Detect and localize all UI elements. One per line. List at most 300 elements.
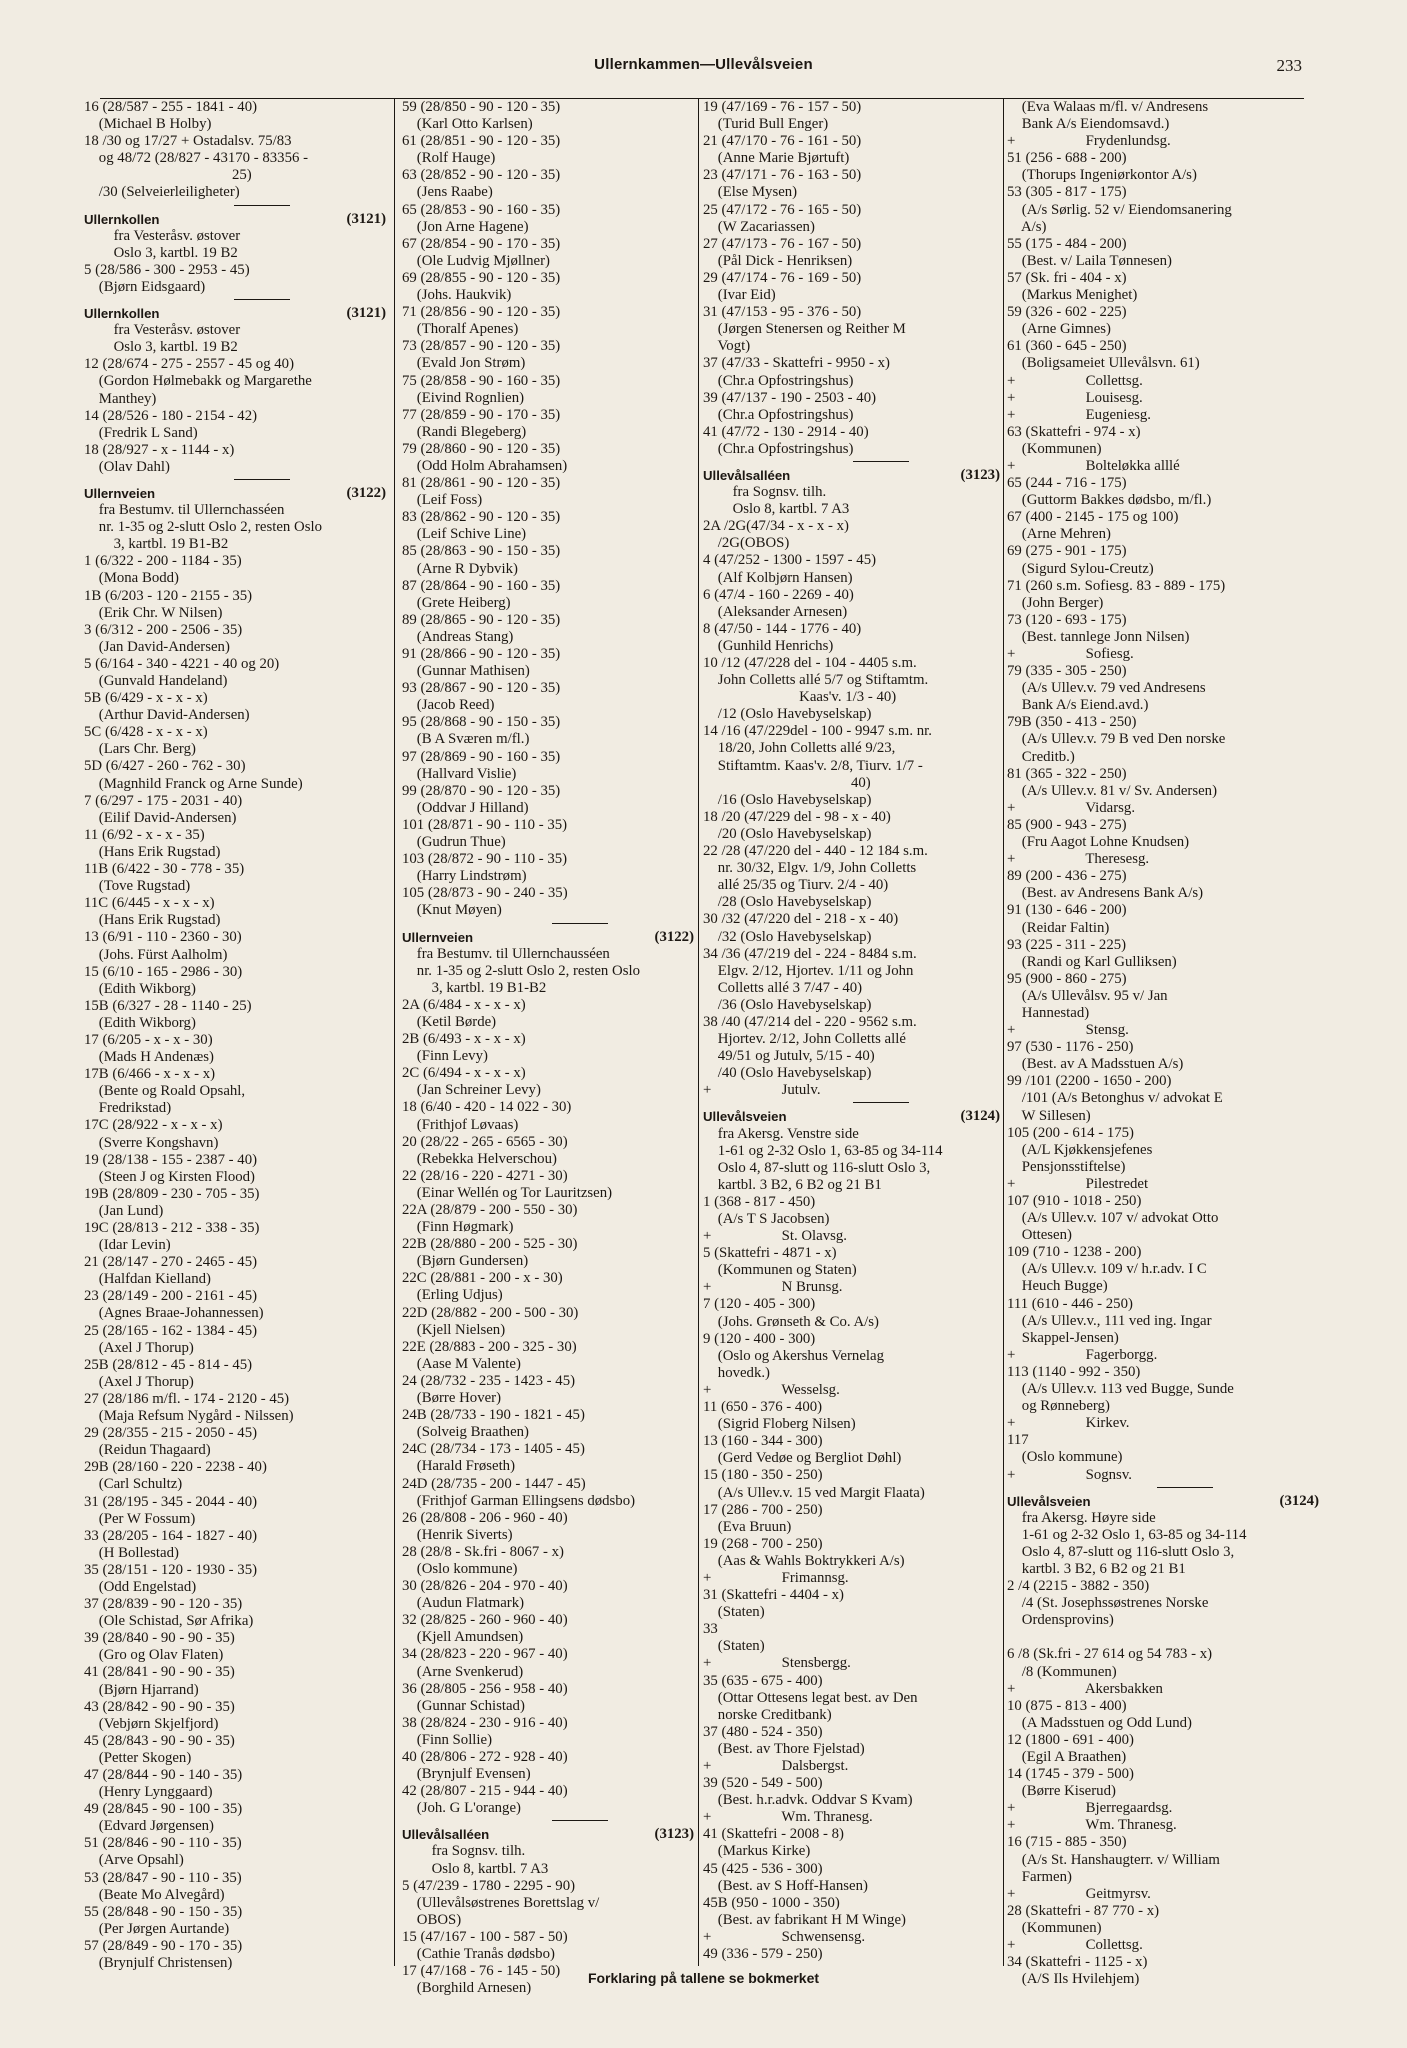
- entry-line: 36 (28/805 - 256 - 958 - 40): [402, 1680, 568, 1697]
- entry-line: (Chr.a Opfostringshus): [703, 406, 854, 423]
- entry-line: 59 (28/850 - 90 - 120 - 35): [402, 99, 561, 115]
- entry-line: (Johs. Fürst Aalholm): [84, 946, 228, 963]
- entry-line: (A/S Ils Hvilehjem): [1007, 1971, 1140, 1988]
- entry-line: (Arne Svenkerud): [402, 1663, 524, 1680]
- entry-line: W Sillesen): [1007, 1107, 1091, 1124]
- entry-line: (Odd Engelstad): [84, 1578, 197, 1595]
- entry-line: (Steen J og Kirsten Flood): [84, 1168, 255, 1185]
- entry-line: Farmen): [1007, 1868, 1072, 1885]
- street-name: Ullevålsalléen: [402, 1827, 490, 1843]
- entry-line: 14 /16 (47/229del - 100 - 9947 s.m. nr.: [703, 723, 932, 740]
- entry-line: 14 (28/526 - 180 - 2154 - 42): [84, 407, 258, 424]
- entry-line: (A Madsstuen og Odd Lund): [1007, 1714, 1192, 1731]
- entry-line: (Jon Arne Hagene): [402, 218, 529, 235]
- entry-line: 18 (6/40 - 420 - 14 022 - 30): [402, 1099, 572, 1116]
- entry-line: (Grete Heiberg): [402, 594, 511, 611]
- entry-line: 45 (425 - 536 - 300): [703, 1860, 823, 1877]
- entry-line: 69 (28/855 - 90 - 120 - 35): [402, 269, 561, 286]
- entry-line: (Reidun Thagaard): [84, 1442, 211, 1459]
- entry-line: 2A /2G(47/34 - x - x - x): [703, 518, 849, 535]
- entry-line: (Best. av S Hoff-Hansen): [703, 1877, 868, 1894]
- entry-separator: [234, 205, 290, 206]
- entry-line: 17C (28/922 - x - x - x): [84, 1117, 223, 1134]
- entry-line: (Johs. Haukvik): [402, 287, 512, 304]
- entry-line: Oslo 8, kartbl. 7 A3: [703, 501, 850, 518]
- street-name: Ullevålsveien: [1007, 1493, 1091, 1509]
- entry-line: (Finn Høgmark): [402, 1219, 514, 1236]
- entry-line: Bank A/s Eiendomsavd.): [1007, 116, 1170, 133]
- entry-line: norske Creditbank): [703, 1706, 832, 1723]
- entry-line: (Best. tannlege Jonn Nilsen): [1007, 628, 1190, 645]
- entry-line: fra Sognsv. tilh.: [703, 484, 827, 501]
- entry-line: 4 (47/252 - 1300 - 1597 - 45): [703, 552, 877, 569]
- entry-line: (Joh. G L'orange): [402, 1800, 521, 1817]
- entry-line: (Halfdan Kielland): [84, 1271, 211, 1288]
- entry-line: (Odd Holm Abrahamsen): [402, 457, 568, 474]
- entry-line: 22 /28 (47/220 del - 440 - 12 184 s.m.: [703, 843, 928, 860]
- entry-line: OBOS): [402, 1911, 462, 1928]
- street-code: (3121): [346, 305, 386, 322]
- entry-line: (Randi og Karl Gulliksen): [1007, 953, 1177, 970]
- entry-line: 79 (335 - 305 - 250): [1007, 663, 1127, 680]
- entry-line: (Aas & Wahls Boktrykkeri A/s): [703, 1552, 905, 1569]
- entry-line: /101 (A/s Betonghus v/ advokat E: [1007, 1090, 1223, 1107]
- entry-line: 117: [1007, 1432, 1029, 1449]
- entry-line: (B A Sværen m/fl.): [402, 731, 530, 748]
- entry-line: (Beate Mo Alvegård): [84, 1886, 225, 1903]
- street-name: Ullevålsveien: [703, 1109, 787, 1125]
- entry-line: 97 (530 - 1176 - 250): [1007, 1039, 1134, 1056]
- entry-line: (Lars Chr. Berg): [84, 741, 196, 758]
- column-divider: [698, 99, 699, 1966]
- entry-line: 107 (910 - 1018 - 250): [1007, 1193, 1142, 1209]
- entry-line: 77 (28/859 - 90 - 170 - 35): [402, 406, 561, 423]
- entry-line: + Fagerborgg.: [1007, 1346, 1158, 1363]
- entry-line: + Geitmyrsv.: [1007, 1885, 1151, 1902]
- entry-line: Oslo 4, 87-slutt og 116-slutt Oslo 3,: [703, 1159, 931, 1176]
- entry-line: (Arne Mehren): [1007, 526, 1111, 543]
- entry-line: allé 25/35 og Tiurv. 2/4 - 40): [703, 877, 889, 894]
- street-heading: [1007, 1493, 1319, 1510]
- entry-line: 38 (28/824 - 230 - 916 - 40): [402, 1714, 568, 1731]
- entry-line: 21 (28/147 - 270 - 2465 - 45): [84, 1254, 258, 1271]
- entry-line: 55 (28/848 - 90 - 150 - 35): [84, 1903, 243, 1920]
- entry-line: (Axel J Thorup): [84, 1373, 194, 1390]
- entry-line: (Gunnar Schistad): [402, 1697, 525, 1714]
- entry-line: 79B (350 - 413 - 250): [1007, 714, 1137, 731]
- entry-line: A/s): [1007, 218, 1047, 235]
- column-divider: [394, 99, 395, 1966]
- entry-line: 5 (28/586 - 300 - 2953 - 45): [84, 261, 250, 278]
- street-code: (3122): [654, 928, 694, 945]
- entry-line: (Turid Bull Enger): [703, 116, 829, 133]
- entry-line: (Aleksander Arnesen): [703, 603, 848, 620]
- entry-line: 83 (28/862 - 90 - 120 - 35): [402, 509, 561, 526]
- entry-line: Hannestad): [1007, 1004, 1090, 1021]
- entry-line: (Kommunen og Staten): [703, 1262, 857, 1279]
- entry-line: 41 (47/72 - 130 - 2914 - 40): [703, 423, 869, 440]
- entry-line: 17B (6/466 - x - x - x): [84, 1066, 216, 1083]
- entry-line: (Audun Flatmark): [402, 1595, 525, 1612]
- entry-line: 2C (6/494 - x - x - x): [402, 1065, 526, 1082]
- entry-line: nr. 30/32, Elgv. 1/9, John Colletts: [703, 860, 917, 877]
- entry-line: + Louisesg.: [1007, 389, 1143, 406]
- entry-line: Fredrikstad): [84, 1100, 172, 1117]
- entry-line: 24D (28/735 - 200 - 1447 - 45): [402, 1475, 586, 1492]
- entry-line: 49 (28/845 - 90 - 100 - 35): [84, 1801, 243, 1818]
- entry-line: (Ivar Eid): [703, 287, 776, 304]
- entry-line: 5 (47/239 - 1780 - 2295 - 90): [402, 1877, 576, 1894]
- entry-line: + Vidarsg.: [1007, 799, 1136, 816]
- entry-line: 11B (6/422 - 30 - 778 - 35): [84, 861, 245, 878]
- entry-line: (Jan Lund): [84, 1202, 164, 1219]
- street-code: (3124): [1279, 1492, 1319, 1509]
- entry-line: 35 (635 - 675 - 400): [703, 1672, 823, 1689]
- entry-line: + Pilestredet: [1007, 1175, 1149, 1192]
- entry-line: 19 (47/169 - 76 - 157 - 50): [703, 99, 862, 115]
- entry-line: /12 (Oslo Havebyselskap): [703, 706, 872, 723]
- entry-separator: [552, 923, 608, 924]
- entry-line: 25B (28/812 - 45 - 814 - 45): [84, 1356, 253, 1373]
- entry-line: + Eugeniesg.: [1007, 406, 1151, 423]
- entry-line: (Fru Aagot Lohne Knudsen): [1007, 834, 1190, 851]
- entry-line: 95 (28/868 - 90 - 150 - 35): [402, 714, 561, 731]
- entry-line: (Boligsameiet Ullevålsvn. 61): [1007, 355, 1200, 372]
- entry-line: (Gro og Olav Flaten): [84, 1647, 224, 1664]
- entry-line: 19C (28/813 - 212 - 338 - 35): [84, 1220, 260, 1236]
- entry-line: /40 (Oslo Havebyselskap): [703, 1065, 872, 1082]
- entry-line: 71 (260 s.m. Sofiesg. 83 - 889 - 175): [1007, 577, 1226, 594]
- entry-line: /8 (Kommunen): [1007, 1663, 1117, 1680]
- entry-line: (Leif Foss): [402, 492, 483, 509]
- entry-line: + Dalsbergst.: [703, 1758, 849, 1774]
- entry-line: 113 (1140 - 992 - 350): [1007, 1363, 1141, 1380]
- entry-line: (Henrik Siverts): [402, 1526, 513, 1543]
- entry-line: 15 (47/167 - 100 - 587 - 50): [402, 1928, 568, 1945]
- entry-line: Skappel-Jensen): [1007, 1329, 1119, 1346]
- entry-line: + N Brunsg.: [703, 1279, 843, 1296]
- entry-line: 63 (Skattefri - 974 - x): [1007, 423, 1141, 440]
- entry-line: (Idar Levin): [84, 1237, 171, 1254]
- entry-line: 27 (47/173 - 76 - 167 - 50): [703, 235, 862, 252]
- entry-line: (Eilif David-Andersen): [84, 809, 237, 826]
- entry-line: (Brynjulf Evensen): [402, 1766, 531, 1783]
- entry-line: (Eva Bruun): [703, 1518, 792, 1535]
- entry-line: /28 (Oslo Havebyselskap): [703, 894, 872, 911]
- entry-line: /30 (Selveierleiligheter): [84, 184, 240, 201]
- entry-line: 30 /32 (47/220 del - 218 - x - 40): [703, 911, 899, 928]
- entry-line: (Børre Hover): [402, 1390, 502, 1407]
- entry-line: + St. Olavsg.: [703, 1228, 847, 1245]
- entry-line: (Bjørn Hjarrand): [84, 1681, 199, 1698]
- entry-line: 11 (650 - 376 - 400): [703, 1399, 823, 1416]
- entry-line: 99 (28/870 - 90 - 120 - 35): [402, 782, 561, 799]
- entry-line: fra Bestumv. til Ullernchausséen: [402, 945, 610, 962]
- entry-line: (Oslo og Akershus Vernelag: [703, 1347, 884, 1364]
- entry-line: 7 (6/297 - 175 - 2031 - 40): [84, 792, 243, 809]
- entry-line: 22B (28/880 - 200 - 525 - 30): [402, 1236, 578, 1253]
- entry-line: 49 (336 - 579 - 250): [703, 1946, 823, 1963]
- entry-line: 39 (520 - 549 - 500): [703, 1775, 823, 1792]
- entry-line: 99 /101 (2200 - 1650 - 200): [1007, 1073, 1172, 1090]
- entry-line: 53 (305 - 817 - 175): [1007, 184, 1127, 201]
- entry-line: 7 (120 - 405 - 300): [703, 1296, 816, 1313]
- entry-line: /2G(OBOS): [703, 535, 790, 552]
- entry-line: 19B (28/809 - 230 - 705 - 35): [84, 1185, 260, 1202]
- entry-line: (Guttorm Bakkes dødsbo, m/fl.): [1007, 492, 1212, 509]
- entry-line: (Karl Otto Karlsen): [402, 116, 533, 133]
- entry-line: Stiftamtm. Kaas'v. 2/8, Tiurv. 1/7 -: [703, 757, 923, 774]
- entry-line: 24 (28/732 - 235 - 1423 - 45): [402, 1372, 576, 1389]
- entry-line: 33 (28/205 - 164 - 1827 - 40): [84, 1527, 258, 1544]
- page-title: Ullernkammen—Ullevålsveien: [594, 56, 813, 73]
- entry-line: 21 (47/170 - 76 - 161 - 50): [703, 133, 862, 150]
- entry-line: fra Akersg. Venstre side: [703, 1125, 859, 1142]
- entry-line: (Anne Marie Bjørtuft): [703, 150, 850, 167]
- entry-line: /16 (Oslo Havebyselskap): [703, 791, 872, 808]
- entry-line: (A/s St. Hanshaugterr. v/ William: [1007, 1851, 1220, 1868]
- entry-line: (Frithjof Løvaas): [402, 1116, 519, 1133]
- entry-line: (Hallvard Vislie): [402, 765, 517, 782]
- entry-line: (Chr.a Opfostringshus): [703, 440, 854, 457]
- entry-line: + Kirkev.: [1007, 1415, 1130, 1432]
- entry-line: 38 /40 (47/214 del - 220 - 9562 s.m.: [703, 1013, 917, 1030]
- entry-line: + Akersbakken: [1007, 1680, 1163, 1697]
- entry-line: 73 (120 - 693 - 175): [1007, 611, 1127, 628]
- entry-line: 40 (28/806 - 272 - 928 - 40): [402, 1749, 568, 1765]
- entry-line: 18/20, John Colletts allé 9/23,: [703, 740, 896, 757]
- entry-line: 101 (28/871 - 90 - 110 - 35): [402, 816, 568, 833]
- entry-line: 29 (47/174 - 76 - 169 - 50): [703, 269, 862, 286]
- entry-line: 65 (28/853 - 90 - 160 - 35): [402, 201, 561, 218]
- entry-line: 17 (47/168 - 76 - 145 - 50): [402, 1963, 561, 1980]
- entry-line: Manthey): [84, 390, 157, 407]
- entry-line: (Per Jørgen Aurtande): [84, 1920, 230, 1937]
- entry-line: (Gunhild Henrichs): [703, 637, 834, 654]
- entry-line: 5C (6/428 - x - x - x): [84, 724, 208, 741]
- entry-line: (Arve Opsahl): [84, 1852, 184, 1869]
- entry-line: (Bente og Roald Opsahl,: [84, 1083, 246, 1100]
- entry-line: 29B (28/160 - 220 - 2238 - 40): [84, 1459, 267, 1476]
- entry-line: (Best. av fabrikant H M Winge): [703, 1911, 906, 1928]
- entry-line: (Edith Wikborg): [84, 980, 196, 997]
- entry-line: 31 (Skattefri - 4404 - x): [703, 1587, 844, 1604]
- entry-line: + Wm. Thranesg.: [1007, 1817, 1177, 1834]
- entry-line: fra Vesteråsv. østover: [84, 227, 241, 244]
- street-code: (3122): [346, 484, 386, 501]
- entry-line: 26 (28/808 - 206 - 960 - 40): [402, 1509, 568, 1526]
- entry-line: Hjortev. 2/12, John Colletts allé: [703, 1031, 906, 1048]
- entry-line: 69 (275 - 901 - 175): [1007, 543, 1127, 560]
- entry-line: 18 /20 (47/229 del - 98 - x - 40): [703, 808, 891, 825]
- entry-line: 1 (368 - 817 - 450): [703, 1193, 816, 1210]
- entry-line: 15 (180 - 350 - 250): [703, 1467, 823, 1484]
- entry-line: 24C (28/734 - 173 - 1405 - 45): [402, 1441, 585, 1458]
- entry-line: /20 (Oslo Havebyselskap): [703, 825, 872, 842]
- entry-line: (H Bollestad): [84, 1544, 179, 1561]
- entry-line: 31 (47/153 - 95 - 376 - 50): [703, 304, 862, 321]
- entry-line: 12 (28/674 - 275 - 2557 - 45 og 40): [84, 356, 295, 373]
- entry-line: (A/s Sørlig. 52 v/ Eiendomsanering: [1007, 201, 1232, 218]
- entry-line: + Wesselsg.: [703, 1381, 840, 1398]
- entry-line: fra Bestumv. til Ullernchasséen: [84, 502, 285, 519]
- entry-line: (Chr.a Opfostringshus): [703, 372, 854, 389]
- entry-line: 5 (Skattefri - 4871 - x): [703, 1245, 837, 1262]
- entry-line: (Hans Erik Rugstad): [84, 912, 221, 929]
- entry-line: 28 (28/8 - Sk.fri - 8067 - x): [402, 1543, 564, 1560]
- entry-line: 19 (268 - 700 - 250): [703, 1535, 823, 1552]
- entry-line: fra Sognsv. tilh.: [402, 1843, 526, 1860]
- entry-line: Bank A/s Eiend.avd.): [1007, 697, 1149, 714]
- entry-line: 61 (28/851 - 90 - 120 - 35): [402, 133, 561, 150]
- entry-line: 79 (28/860 - 90 - 120 - 35): [402, 440, 561, 457]
- entry-line: (Markus Menighet): [1007, 287, 1138, 304]
- entry-line: (Best. av Thore Fjelstad): [703, 1740, 865, 1757]
- entry-line: 57 (28/849 - 90 - 170 - 35): [84, 1937, 243, 1954]
- entry-line: 22C (28/881 - 200 - x - 30): [402, 1270, 563, 1287]
- entry-line: (A/s Ullev.v., 111 ved ing. Ingar: [1007, 1312, 1212, 1329]
- entry-line: (Børre Kiserud): [1007, 1783, 1116, 1800]
- entry-line: 31 (28/195 - 345 - 2044 - 40): [84, 1493, 258, 1510]
- entry-line: (Olav Dahl): [84, 458, 170, 475]
- entry-line: (Bjørn Gundersen): [402, 1253, 529, 1270]
- entry-line: (Vebjørn Skjelfjord): [84, 1715, 219, 1732]
- entry-line: 25): [84, 167, 252, 184]
- entry-line: (Reidar Faltin): [1007, 919, 1110, 936]
- entry-line: 111 (610 - 446 - 250): [1007, 1295, 1133, 1312]
- entry-line: 3, kartbl. 19 B1-B2: [84, 536, 229, 553]
- entry-line: (Finn Levy): [402, 1048, 488, 1065]
- entry-line: (Jens Raabe): [402, 184, 493, 201]
- entry-line: (Thoralf Apenes): [402, 321, 519, 338]
- entry-line: 67 (28/854 - 90 - 170 - 35): [402, 235, 561, 252]
- entry-line: (Erik Chr. W Nilsen): [84, 604, 223, 621]
- entry-line: 6 /8 (Sk.fri - 27 614 og 54 783 - x): [1007, 1646, 1213, 1663]
- entry-line: 13 (6/91 - 110 - 2360 - 30): [84, 929, 242, 946]
- entry-line: (Axel J Thorup): [84, 1339, 194, 1356]
- entry-line: 49/51 og Jutulv, 5/15 - 40): [703, 1048, 875, 1065]
- entry-line: (W Zacariassen): [703, 218, 815, 235]
- entry-line: (Maja Refsum Nygård - Nilssen): [84, 1408, 294, 1425]
- entry-separator: [552, 1820, 608, 1821]
- entry-line: 63 (28/852 - 90 - 120 - 35): [402, 167, 561, 184]
- entry-line: 85 (28/863 - 90 - 150 - 35): [402, 543, 561, 560]
- entry-line: 15 (6/10 - 165 - 2986 - 30): [84, 963, 243, 980]
- entry-line: (Thorups Ingeniørkontor A/s): [1007, 167, 1197, 184]
- entry-line: 42 (28/807 - 215 - 944 - 40): [402, 1783, 568, 1800]
- entry-line: + Jutulv.: [703, 1082, 821, 1099]
- entry-line: (Gunvald Handeland): [84, 673, 228, 689]
- entry-line: 5B (6/429 - x - x - x): [84, 690, 208, 707]
- entry-line: 57 (Sk. fri - 404 - x): [1007, 269, 1127, 286]
- entry-line: (Kjell Nielsen): [402, 1321, 506, 1338]
- entry-line: 22 (28/16 - 220 - 4271 - 30): [402, 1167, 568, 1184]
- entry-line: 103 (28/872 - 90 - 110 - 35): [402, 851, 568, 868]
- entry-line: + Theresesg.: [1007, 851, 1150, 868]
- entry-line: 65 (244 - 716 - 175): [1007, 475, 1127, 492]
- entry-line: 34 (28/823 - 220 - 967 - 40): [402, 1646, 568, 1663]
- entry-line: + Frydenlundsg.: [1007, 133, 1171, 150]
- entry-line: 81 (28/861 - 90 - 120 - 35): [402, 475, 561, 492]
- entry-line: 9 (120 - 400 - 300): [703, 1330, 816, 1347]
- entry-line: 34 /36 (47/219 del - 224 - 8484 s.m.: [703, 945, 917, 962]
- entry-line: hovedk.): [703, 1364, 770, 1381]
- entry-line: 75 (28/858 - 90 - 160 - 35): [402, 372, 561, 389]
- entry-line: 91 (28/866 - 90 - 120 - 35): [402, 646, 561, 662]
- entry-line: (Carl Schultz): [84, 1476, 183, 1493]
- entry-line: 43 (28/842 - 90 - 90 - 35): [84, 1698, 235, 1715]
- street-heading: [84, 485, 386, 502]
- entry-line: 1 (6/322 - 200 - 1184 - 35): [84, 553, 242, 570]
- entry-line: 81 (365 - 322 - 250): [1007, 765, 1127, 782]
- entry-line: (Magnhild Franck og Arne Sunde): [84, 775, 303, 792]
- entry-line: (Evald Jon Strøm): [402, 355, 526, 372]
- entry-line: 10 (875 - 813 - 400): [1007, 1697, 1127, 1714]
- entry-line: (Gerd Vedøe og Bergliot Døhl): [703, 1450, 902, 1467]
- entry-line: 20 (28/22 - 265 - 6565 - 30): [402, 1133, 568, 1150]
- street-heading: [402, 929, 694, 946]
- entry-separator: [853, 1102, 909, 1103]
- entry-line: 15B (6/327 - 28 - 1140 - 25): [84, 997, 252, 1014]
- entry-line: (Oslo kommune): [402, 1560, 518, 1577]
- entry-line: 3 (6/312 - 200 - 2506 - 35): [84, 621, 243, 638]
- entry-line: 47 (28/844 - 90 - 140 - 35): [84, 1767, 243, 1783]
- entry-separator: [853, 461, 909, 462]
- entry-line: 17 (6/205 - x - x - 30): [84, 1031, 213, 1048]
- entry-line: 2 /4 (2215 - 3882 - 350): [1007, 1578, 1150, 1595]
- entry-line: (Erling Udjus): [402, 1287, 503, 1304]
- entry-line: (A/s Ullev.v. 81 v/ Sv. Andersen): [1007, 782, 1218, 799]
- entry-line: (Harry Lindstrøm): [402, 868, 527, 885]
- entry-line: (Finn Sollie): [402, 1731, 493, 1748]
- column-4: [1007, 99, 1319, 1988]
- entry-line: 23 (47/171 - 76 - 163 - 50): [703, 167, 862, 184]
- entry-line: Creditb.): [1007, 748, 1075, 765]
- entry-line: 67 (400 - 2145 - 175 og 100): [1007, 509, 1179, 526]
- entry-line: + Wm. Thranesg.: [703, 1809, 873, 1826]
- entry-line: (A/s Ullev.v. 113 ved Bugge, Sunde: [1007, 1381, 1234, 1398]
- entry-line: 18 /30 og 17/27 + Ostadalsv. 75/83: [84, 133, 292, 150]
- footer-note: Forklaring på tallene se bokmerket: [587, 1970, 820, 1986]
- entry-line: 22A (28/879 - 200 - 550 - 30): [402, 1202, 578, 1218]
- entry-line: (John Berger): [1007, 594, 1104, 611]
- entry-line: (A/s Ullev.v. 109 v/ h.r.adv. I C: [1007, 1261, 1207, 1278]
- entry-line: Ordensprovins): [1007, 1612, 1114, 1629]
- entry-line: 53 (28/847 - 90 - 110 - 35): [84, 1869, 242, 1886]
- entry-line: 5 (6/164 - 340 - 4221 - 40 og 20): [84, 655, 280, 672]
- entry-line: (Knut Møyen): [402, 902, 502, 919]
- entry-line: nr. 1-35 og 2-slutt Oslo 2, resten Oslo: [84, 519, 322, 536]
- entry-line: (Leif Schive Line): [402, 526, 527, 543]
- entry-line: (Arne R Dybvik): [402, 560, 518, 577]
- entry-line: 89 (200 - 436 - 275): [1007, 868, 1127, 885]
- column-divider: [1003, 99, 1004, 1966]
- entry-line: (Randi Blegeberg): [402, 423, 527, 440]
- entry-line: 41 (Skattefri - 2008 - 8): [703, 1826, 844, 1843]
- entry-line: (Ole Ludvig Mjøllner): [402, 252, 550, 269]
- column-3: [703, 99, 1000, 1966]
- entry-line: 71 (28/856 - 90 - 120 - 35): [402, 304, 561, 321]
- entry-line: 51 (28/846 - 90 - 110 - 35): [84, 1835, 242, 1852]
- entry-line: + Stensbergg.: [703, 1655, 851, 1672]
- entry-line: fra Akersg. Høyre side: [1007, 1509, 1156, 1526]
- entry-line: 5D (6/427 - 260 - 762 - 30): [84, 758, 246, 775]
- entry-line: 14 (1745 - 379 - 500): [1007, 1766, 1134, 1783]
- entry-line: (Best. v/ Laila Tønnesen): [1007, 252, 1172, 269]
- entry-line: (Ole Schistad, Sør Afrika): [84, 1613, 254, 1630]
- entry-line: (Kjell Amundsen): [402, 1629, 524, 1646]
- entry-line: fra Vesteråsv. østover: [84, 322, 241, 339]
